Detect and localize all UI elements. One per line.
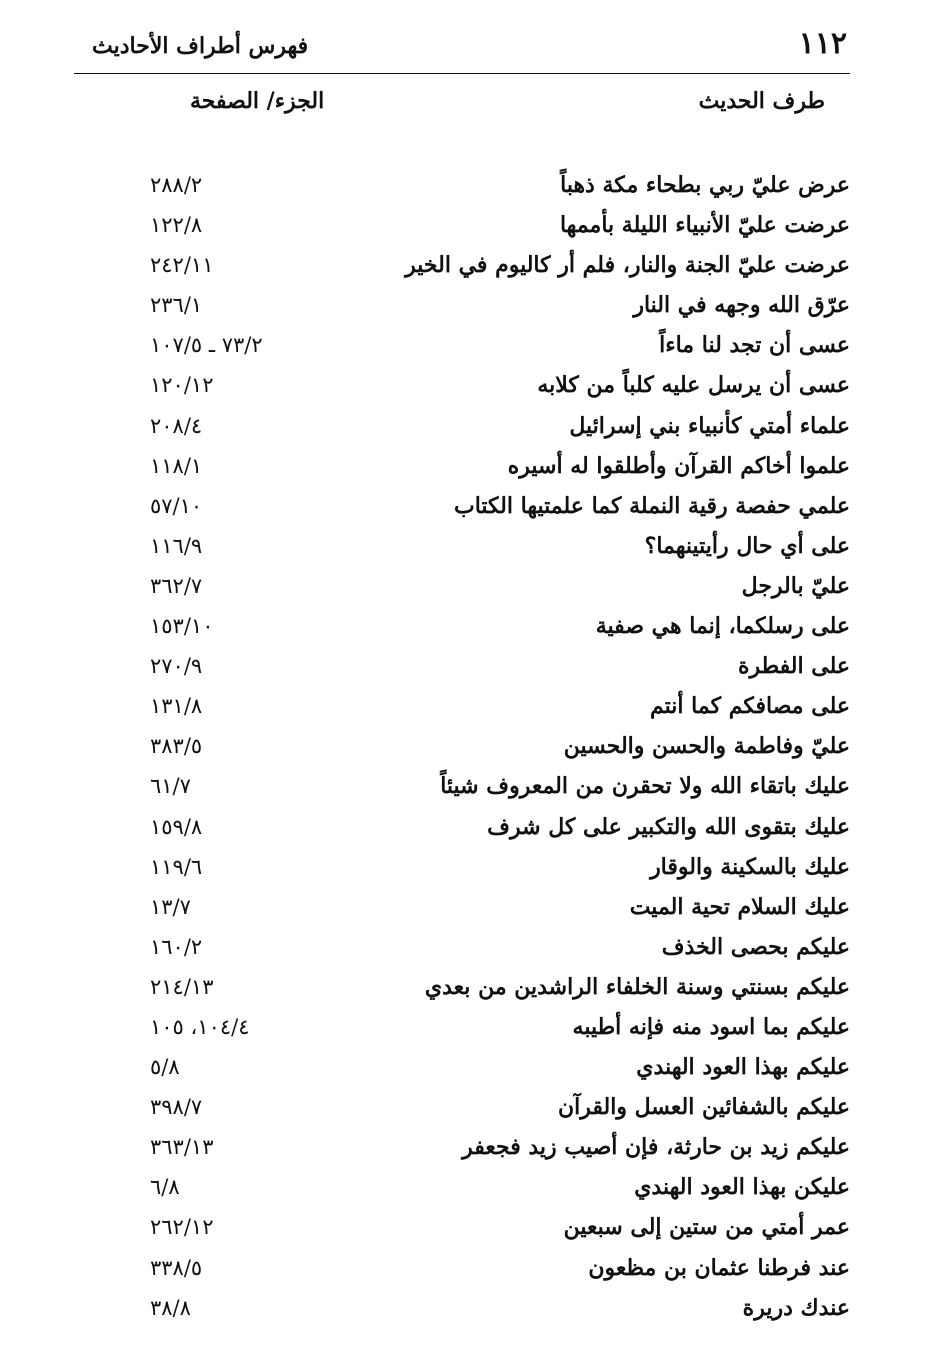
volume-page-reference: ٣٨٣/٥ bbox=[150, 734, 203, 759]
hadith-incipit: علمي حفصة رقية النملة كما علمتيها الكتاب bbox=[453, 492, 850, 519]
volume-page-reference: ٥٧/١٠ bbox=[150, 493, 203, 518]
index-entry bbox=[0, 165, 943, 205]
index-entry bbox=[0, 486, 943, 526]
volume-page-reference: ٣٩٨/٧ bbox=[150, 1095, 203, 1120]
volume-page-reference: ١١٦/٩ bbox=[150, 533, 203, 558]
hadith-incipit: على الفطرة bbox=[737, 653, 850, 680]
volume-page-reference: ١٣/٧ bbox=[150, 894, 191, 919]
volume-page-reference: ٦١/٧ bbox=[150, 774, 191, 799]
hadith-incipit: عند فرطنا عثمان بن مظعون bbox=[588, 1254, 850, 1281]
index-entry bbox=[0, 1248, 943, 1288]
hadith-incipit: عرضت عليّ الأنبياء الليلة بأممها bbox=[559, 212, 850, 239]
index-entry bbox=[0, 807, 943, 847]
volume-page-reference: ٣٦٣/١٣ bbox=[150, 1135, 214, 1160]
hadith-incipit: عرضت عليّ الجنة والنار، فلم أر كاليوم في الخير bbox=[405, 252, 850, 279]
volume-page-reference: ٣٨/٨ bbox=[150, 1295, 191, 1320]
hadith-incipit: عسى أن تجد لنا ماءاً bbox=[659, 332, 850, 359]
volume-page-reference: ٢٨٨/٢ bbox=[150, 173, 203, 197]
index-entry bbox=[0, 245, 943, 285]
index-entry bbox=[0, 1087, 943, 1127]
hadith-incipit: عرّق الله وجهه في النار bbox=[633, 292, 850, 319]
volume-page-reference: ١٠٤/٤، ١٠٥ bbox=[150, 1014, 250, 1039]
index-entry bbox=[0, 726, 943, 766]
hadith-incipit: عليكم بهذا العود الهندي bbox=[636, 1054, 850, 1081]
volume-page-reference: ٢٦٢/١٢ bbox=[150, 1215, 214, 1240]
index-entry bbox=[0, 967, 943, 1007]
volume-page-reference: ١١٩/٦ bbox=[150, 854, 203, 879]
index-entry bbox=[0, 1207, 943, 1247]
volume-page-reference: ٢٣٦/١ bbox=[150, 293, 203, 318]
volume-page-reference: ٣٦٢/٧ bbox=[150, 573, 203, 598]
volume-page-reference: ١٥٩/٨ bbox=[150, 814, 203, 839]
index-list bbox=[0, 165, 943, 1328]
header-divider bbox=[74, 73, 850, 74]
hadith-incipit: عليكم بحصى الخذف bbox=[661, 933, 850, 960]
index-entry bbox=[0, 1167, 943, 1207]
index-entry bbox=[0, 446, 943, 486]
index-entry bbox=[0, 1007, 943, 1047]
hadith-incipit: عرض عليّ ربي بطحاء مكة ذهباً bbox=[560, 172, 850, 198]
hadith-incipit: عليكم بالشفائين العسل والقرآن bbox=[557, 1094, 850, 1121]
hadith-incipit: عليك باتقاء الله ولا تحقرن من المعروف شيئاً bbox=[440, 773, 850, 800]
column-header-reference: الجزء/ الصفحة bbox=[190, 88, 325, 114]
hadith-incipit: علماء أمتي كأنبياء بني إسرائيل bbox=[569, 412, 850, 439]
hadith-incipit: عليك بالسكينة والوقار bbox=[650, 853, 850, 880]
index-entry bbox=[0, 1127, 943, 1167]
volume-page-reference: ٢٧٠/٩ bbox=[150, 654, 203, 679]
index-entry bbox=[0, 766, 943, 806]
hadith-incipit: عسى أن يرسل عليه كلباً من كلابه bbox=[537, 372, 850, 399]
index-entry bbox=[0, 606, 943, 646]
volume-page-reference: ٥/٨ bbox=[150, 1055, 180, 1080]
hadith-incipit: عليك السلام تحية الميت bbox=[629, 893, 850, 920]
volume-page-reference: ٢٠٨/٤ bbox=[150, 413, 203, 438]
volume-page-reference: ١٥٣/١٠ bbox=[150, 614, 214, 639]
volume-page-reference: ٢٤٢/١١ bbox=[150, 253, 214, 278]
index-entry bbox=[0, 646, 943, 686]
index-entry bbox=[0, 927, 943, 967]
column-header-hadith: طرف الحديث bbox=[698, 88, 825, 114]
index-entry bbox=[0, 847, 943, 887]
index-entry bbox=[0, 325, 943, 365]
hadith-incipit: عندك دريرة bbox=[742, 1294, 850, 1321]
volume-page-reference: ٦/٨ bbox=[150, 1175, 180, 1200]
volume-page-reference: ١٢٢/٨ bbox=[150, 213, 203, 238]
volume-page-reference: ١٦٠/٢ bbox=[150, 934, 203, 959]
page-number: ١١٢ bbox=[798, 26, 847, 61]
volume-page-reference: ١٢٠/١٢ bbox=[150, 373, 214, 398]
hadith-incipit: عليكن بهذا العود الهندي bbox=[634, 1174, 850, 1201]
index-entry bbox=[0, 285, 943, 325]
index-entry bbox=[0, 887, 943, 927]
hadith-incipit: عليّ بالرجل bbox=[741, 572, 850, 599]
index-entry bbox=[0, 1288, 943, 1328]
hadith-incipit: عليكم زيد بن حارثة، فإن أصيب زيد فجعفر bbox=[462, 1134, 850, 1161]
volume-page-reference: ٧٣/٢ ـ ١٠٧/٥ bbox=[150, 333, 263, 358]
hadith-incipit: على رسلكما، إنما هي صفية bbox=[595, 613, 850, 640]
volume-page-reference: ٢١٤/١٣ bbox=[150, 974, 214, 999]
hadith-incipit: عليكم بما اسود منه فإنه أطيبه bbox=[572, 1013, 850, 1040]
hadith-incipit: عليك بتقوى الله والتكبير على كل شرف bbox=[487, 813, 850, 840]
volume-page-reference: ١١٨/١ bbox=[150, 453, 203, 478]
index-entry bbox=[0, 686, 943, 726]
hadith-incipit: عمر أمتي من ستين إلى سبعين bbox=[563, 1214, 850, 1241]
hadith-incipit: علموا أخاكم القرآن وأطلقوا له أسيره bbox=[507, 452, 850, 479]
volume-page-reference: ٣٣٨/٥ bbox=[150, 1255, 203, 1280]
hadith-incipit: على أي حال رأيتينهما؟ bbox=[644, 532, 850, 559]
index-entry bbox=[0, 1047, 943, 1087]
volume-page-reference: ١٣١/٨ bbox=[150, 694, 203, 719]
index-entry bbox=[0, 365, 943, 405]
running-title: فهرس أطراف الأحاديث bbox=[92, 33, 309, 59]
hadith-incipit: على مصافكم كما أنتم bbox=[649, 693, 850, 720]
index-entry bbox=[0, 406, 943, 446]
hadith-incipit: عليّ وفاطمة والحسن والحسين bbox=[563, 733, 850, 760]
index-entry bbox=[0, 566, 943, 606]
index-entry bbox=[0, 205, 943, 245]
index-entry bbox=[0, 526, 943, 566]
hadith-incipit: عليكم بسنتي وسنة الخلفاء الراشدين من بعدي bbox=[424, 973, 850, 1000]
